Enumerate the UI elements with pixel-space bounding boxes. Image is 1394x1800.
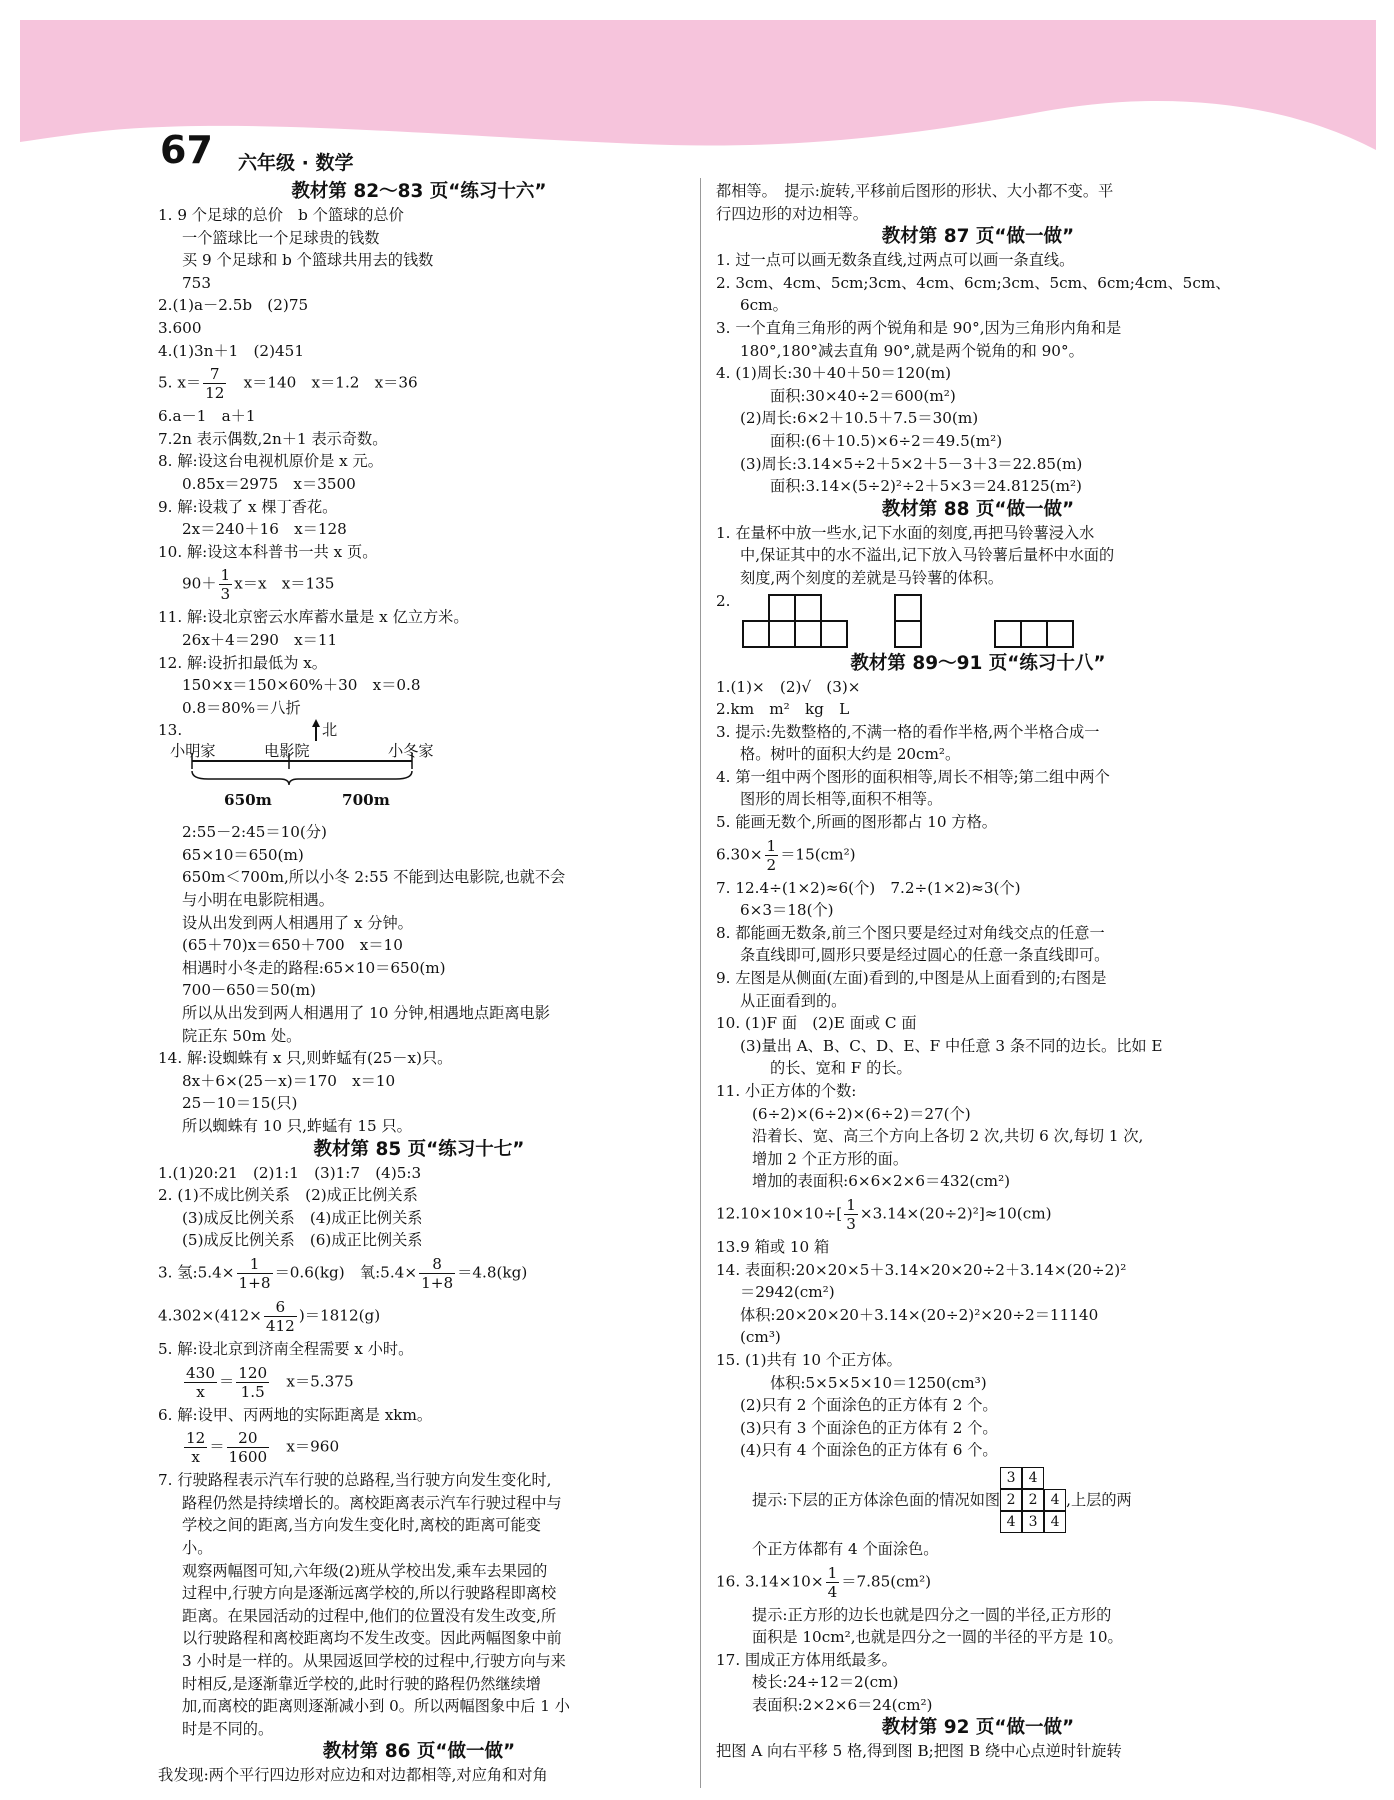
answer-line: 条直线即可,圆形只要是经过圆心的任意一条直线即可。 (740, 946, 1110, 965)
column-divider (700, 178, 701, 1788)
square-cell (894, 620, 922, 648)
grid-cell (1044, 1467, 1066, 1489)
answer-line: 700－650＝50(m) (182, 981, 316, 1000)
denominator: 1.5 (240, 1382, 265, 1401)
answer-line (158, 362, 680, 405)
answer-line: (3)周长:3.14×5÷2＋5×2＋5－3＋3＝22.85(m) (740, 454, 1083, 473)
answer-line: 面积:3.14×(5÷2)²÷2＋5×3＝24.8125(m²) (770, 477, 1082, 496)
answer-line: 过程中,行驶方向是逐渐远离学校的,所以行驶路程即离校 (182, 1584, 557, 1603)
answer-line: 13.9 箱或 10 箱 (716, 1237, 830, 1256)
answer-text: ＝15(cm²) (780, 845, 856, 864)
place-label: 电影院 (264, 742, 310, 761)
answer-line: (cm³) (740, 1328, 781, 1347)
answer-line: 14. 解:设蜘蛛有 x 只,则蚱蜢有(25－x)只。 (158, 1049, 453, 1068)
answer-line: (65＋70)x＝650＋700 x＝10 (182, 936, 403, 955)
answer-text: 5. x＝ (158, 373, 202, 392)
page-subject: 六年级 · 数学 (238, 152, 354, 174)
answer-line: 所以从出发到两人相遇用了 10 分钟,相遇地点距离电影 (182, 1004, 550, 1023)
distance-label: 650m (224, 791, 272, 810)
right-column (716, 180, 1240, 1763)
answer-line: 2.km m² kg L (716, 700, 850, 719)
square-cell (768, 594, 796, 622)
answer-line: 买 9 个足球和 b 个篮球共用去的钱数 (182, 251, 434, 270)
square-cell (794, 594, 822, 622)
numerator: 1 (766, 836, 777, 855)
answer-line: 加,而离校的距离则逐渐减小到 0。所以两幅图象中后 1 小 (182, 1697, 570, 1716)
answer-line: 150×x＝150×60%＋30 x＝0.8 (182, 676, 421, 695)
denominator: 3 (846, 1214, 856, 1233)
numerator: 1 (846, 1195, 856, 1214)
numerator: 1 (827, 1563, 838, 1582)
answer-line: 3.600 (158, 318, 202, 337)
answer-line: 个正方体都有 4 个面涂色。 (752, 1539, 939, 1558)
answer-line: 26x＋4＝290 x＝11 (182, 630, 338, 649)
banner-wave (20, 20, 1376, 170)
answer-line (716, 834, 1240, 877)
answer-text: 6.30× (716, 845, 763, 864)
answer-line: 面积是 10cm²,也就是四分之一圆的半径的平方是 10。 (752, 1628, 1123, 1647)
numerator: 6 (264, 1298, 297, 1317)
answer-line: 180°,180°减去直角 90°,就是两个锐角的和 90°。 (740, 341, 1084, 360)
answer-line: 6cm。 (740, 296, 788, 315)
answer-line: 2. (1)不成比例关系 (2)成正比例关系 (158, 1186, 418, 1205)
answer-line: (4)只有 4 个面涂色的正方体有 6 个。 (740, 1441, 998, 1460)
answer-line: 4.(1)3n＋1 (2)451 (158, 341, 304, 360)
answer-line: 与小明在电影院相遇。 (182, 891, 334, 910)
fraction (219, 566, 233, 603)
answer-line: 2:55－2:45＝10(分) (182, 823, 327, 842)
answer-line: 相遇时小冬走的路程:65×10＝650(m) (182, 958, 446, 977)
answer-line: 650m＜700m,所以小冬 2:55 不能到达电影院,也就不会 (182, 868, 566, 887)
answer-text: ＝4.8(kg) (457, 1263, 528, 1282)
answer-line: 4. (1)周长:30＋40＋50＝120(m) (716, 364, 952, 383)
answer-text: x＝5.375 (271, 1372, 354, 1391)
fraction (264, 1298, 297, 1335)
place-label: 小明家 (170, 742, 216, 761)
north-label: 北 (322, 721, 338, 740)
answer-line: 以行驶路程和离校距离均不发生改变。因此两幅图象中前 (182, 1629, 562, 1648)
answer-line: 小。 (182, 1538, 213, 1557)
answer-line (158, 1252, 680, 1295)
denominator: 1+8 (421, 1273, 454, 1292)
denominator: 12 (205, 384, 225, 403)
answer-line: 时是不同的。 (182, 1719, 274, 1738)
section-title: 教材第 85 页“练习十七” (313, 1138, 525, 1160)
answer-line: 8. 解:设这台电视机原价是 x 元。 (158, 452, 383, 471)
answer-line: 10. 解:设这本科普书一共 x 页。 (158, 542, 378, 561)
denominator: 4 (827, 1582, 838, 1601)
denominator: 1600 (228, 1448, 268, 1467)
answer-line: 17. 围成正方体用纸最多。 (716, 1650, 897, 1669)
numerator: 1 (237, 1255, 273, 1274)
route-diagram (158, 719, 680, 821)
section-title: 教材第 89～91 页“练习十八” (850, 652, 1106, 674)
section-title: 教材第 92 页“做一做” (881, 1717, 1075, 1739)
square-cell (794, 620, 822, 648)
answer-line: 2x＝240＋16 x＝128 (182, 520, 347, 539)
answer-line: 图形的周长相等,面积不相等。 (740, 790, 943, 809)
answer-line: 把图 A 向右平移 5 格,得到图 B;把图 B 绕中心点逆时针旋转 (716, 1742, 1122, 1761)
answer-text: ＝0.6(kg) 氧:5.4× (274, 1263, 418, 1282)
answer-line: 0.8＝80%＝八折 (182, 698, 301, 717)
place-label: 小冬家 (388, 742, 434, 761)
section-title: 教材第 82～83 页“练习十六” (291, 181, 547, 202)
fraction (844, 1196, 858, 1233)
answer-line: 面积:(6＋10.5)×6÷2＝49.5(m²) (770, 431, 1003, 450)
answer-line: 3 小时是一样的。从果园返回学校的过程中,行驶方向与来 (182, 1651, 566, 1670)
answer-line: (2)只有 2 个面涂色的正方体有 2 个。 (740, 1396, 998, 1415)
fraction (236, 1364, 269, 1401)
grid-cell: 4 (1022, 1467, 1044, 1489)
denominator: x (196, 1382, 205, 1401)
answer-line (158, 1295, 680, 1338)
answer-line: 11. 解:设北京密云水库蓄水量是 x 亿立方米。 (158, 608, 469, 627)
answer-line: 1.(1)× (2)√ (3)× (716, 677, 861, 696)
answer-line: 5. 能画无数个,所画的图形都占 10 方格。 (716, 813, 997, 832)
answer-line: 0.85x＝2975 x＝3500 (182, 474, 356, 493)
answer-line: 体积:20×20×20＋3.14×(20÷2)²×20÷2＝11140 (740, 1305, 1099, 1324)
answer-line: 1. 在量杯中放一些水,记下水面的刻度,再把马铃薯浸入水 (716, 523, 1095, 542)
section-title: 教材第 88 页“做一做” (881, 498, 1075, 520)
answer-text: )＝1812(g) (298, 1306, 381, 1325)
answer-line: 距离。在果园活动的过程中,他们的位置没有发生改变,所 (182, 1606, 557, 1625)
answer-line: ＝2942(cm²) (740, 1283, 835, 1302)
grid-cell: 4 (1044, 1489, 1066, 1511)
answer-text: ＝7.85(cm²) (841, 1572, 932, 1590)
square-cell (1046, 620, 1074, 648)
answer-line: 13. (158, 721, 183, 740)
answer-line (716, 1462, 1240, 1538)
answer-line: 1. 9 个足球的总价 b 个篮球的总价 (158, 206, 404, 224)
answer-line: 15. (1)共有 10 个正方体。 (716, 1350, 902, 1369)
square-cell (1020, 620, 1048, 648)
answer-line: 增加的表面积:6×6×2×6＝432(cm²) (752, 1172, 1011, 1191)
section-title: 教材第 87 页“做一做” (881, 226, 1075, 248)
answer-line: 7.2n 表示偶数,2n＋1 表示奇数。 (158, 429, 388, 448)
answer-line: 棱长:24÷12＝2(cm) (752, 1673, 899, 1692)
answer-text: ×3.14×(20÷2)²]≈10(cm) (859, 1204, 1052, 1223)
answer-text: ＝ (209, 1437, 225, 1456)
grid-cell: 2 (1000, 1489, 1022, 1511)
numerator: 12 (186, 1429, 206, 1448)
paint-count-grid (1000, 1467, 1066, 1533)
answer-line: 14. 表面积:20×20×5＋3.14×20×20÷2＋3.14×(20÷2)² (716, 1260, 1127, 1279)
answer-line: 8. 都能画无数条,前三个图只要是经过对角线交点的任意一 (716, 923, 1105, 942)
route-lines (168, 719, 468, 819)
answer-line: 中,保证其中的水不溢出,记下放入马铃薯后量杯中水面的 (740, 546, 1115, 565)
answer-text: ,上层的两 (1066, 1490, 1132, 1509)
answer-text: ＝ (219, 1372, 235, 1391)
answer-line: 学校之间的距离,当方向发生变化时,离校的距离可能变 (182, 1516, 541, 1535)
answer-text: 4.302×(412× (158, 1306, 262, 1325)
answer-line: 提示:正方形的边长也就是四分之一圆的半径,正方形的 (752, 1605, 1112, 1624)
answer-line: 一个篮球比一个足球贵的钱数 (182, 228, 380, 247)
numerator: 20 (227, 1429, 270, 1448)
fraction (826, 1564, 840, 1601)
section-title: 教材第 86 页“做一做” (322, 1741, 516, 1763)
answer-line: 2. 3cm、4cm、5cm;3cm、4cm、6cm;3cm、5cm、6cm;4cm、5cm、 (716, 273, 1231, 292)
square-cell (894, 594, 922, 622)
fraction (237, 1255, 273, 1292)
answer-line: 5. 解:设北京到济南全程需要 x 小时。 (158, 1339, 414, 1358)
answer-line: 11. 小正方体的个数: (716, 1082, 857, 1100)
answer-line: 1. 过一点可以画无数条直线,过两点可以画一条直线。 (716, 251, 1075, 270)
answer-line: 的长、宽和 F 的长。 (770, 1059, 912, 1078)
grid-cell: 2 (1022, 1489, 1044, 1511)
distance-label: 700m (342, 791, 390, 810)
fraction (419, 1255, 455, 1292)
answer-line: 9. 左图是从侧面(左面)看到的,中图是从上面看到的;右图是 (716, 969, 1107, 988)
answer-line: 格。树叶的面积大约是 20cm²。 (740, 745, 961, 764)
square-cell (994, 620, 1022, 648)
answer-line: 体积:5×5×5×10＝1250(cm³) (770, 1373, 987, 1392)
numerator: 1 (220, 566, 231, 585)
numerator: 430 (186, 1363, 215, 1382)
answer-line (158, 1426, 680, 1469)
fraction (227, 1429, 270, 1466)
grid-cell: 4 (1000, 1511, 1022, 1533)
answer-line: 6×3＝18(个) (740, 901, 834, 920)
numerator: 8 (419, 1255, 455, 1274)
answer-line: 2. (716, 591, 731, 610)
answer-line (716, 1193, 1240, 1236)
answer-line: (2)周长:6×2＋10.5＋7.5＝30(m) (740, 409, 979, 428)
answer-text: x＝x x＝135 (234, 574, 335, 593)
grid-cell: 3 (1000, 1467, 1022, 1489)
answer-text: 3. 氢:5.4× (158, 1263, 235, 1282)
answer-line: 都相等。 提示:旋转,平移前后图形的形状、大小都不变。平 (716, 182, 1114, 200)
square-cell (820, 620, 848, 648)
denominator: 1+8 (238, 1273, 271, 1292)
answer-text: x＝960 (271, 1437, 340, 1456)
answer-text: x＝140 x＝1.2 x＝36 (228, 373, 418, 392)
answer-line: 7. 12.4÷(1×2)≈6(个) 7.2÷(1×2)≈3(个) (716, 878, 1021, 897)
fraction (765, 837, 779, 874)
answer-line: 行四边形的对边相等。 (716, 204, 868, 223)
answer-line: (6÷2)×(6÷2)×(6÷2)＝27(个) (752, 1104, 971, 1123)
denominator: 412 (265, 1316, 295, 1335)
header-banner (20, 20, 1376, 170)
numerator: 120 (238, 1363, 268, 1382)
page-number: 67 (160, 128, 213, 172)
denominator: x (191, 1448, 200, 1467)
answer-line: 面积:30×40÷2＝600(m²) (770, 386, 956, 405)
answer-text: 16. 3.14×10× (716, 1572, 824, 1590)
answer-line: 2.(1)a－2.5b (2)75 (158, 296, 309, 315)
left-column (158, 180, 680, 1787)
answer-line (716, 1561, 1240, 1604)
answer-line: 3. 一个直角三角形的两个锐角和是 90°,因为三角形内角和是 (716, 318, 1122, 337)
answer-line: 所以蜘蛛有 10 只,蚱蜢有 15 只。 (182, 1117, 412, 1135)
answer-line: (3)只有 3 个面涂色的正方体有 2 个。 (740, 1418, 998, 1437)
answer-text: 90＋ (182, 574, 217, 593)
fraction (184, 1364, 217, 1401)
answer-line: 4. 第一组中两个图形的面积相等,周长不相等;第二组中两个 (716, 767, 1110, 786)
answer-line: 增加 2 个正方形的面。 (752, 1149, 909, 1168)
denominator: 2 (766, 855, 777, 874)
answer-line: 1.(1)20:21 (2)1:1 (3)1:7 (4)5:3 (158, 1163, 422, 1182)
answer-line: 沿着长、宽、高三个方向上各切 2 次,共切 6 次,每切 1 次, (752, 1127, 1144, 1146)
answer-line: 9. 解:设栽了 x 棵丁香花。 (158, 497, 338, 516)
answer-line (158, 1361, 680, 1404)
answer-line: 6.a－1 a＋1 (158, 407, 256, 426)
grid-cell: 4 (1044, 1511, 1066, 1533)
answer-line: 观察两幅图可知,六年级(2)班从学校出发,乘车去果园的 (182, 1561, 548, 1580)
answer-line: 我发现:两个平行四边形对应边和对边都相等,对应角和对角 (158, 1766, 548, 1785)
fraction (184, 1429, 207, 1466)
fraction (203, 365, 226, 402)
answer-line: 表面积:2×2×6＝24(cm²) (752, 1695, 933, 1714)
answer-line: 8x＋6×(25－x)＝170 x＝10 (182, 1071, 396, 1090)
answer-line: 院正东 50m 处。 (182, 1026, 302, 1045)
answer-line: (3)成反比例关系 (4)成正比例关系 (182, 1208, 423, 1227)
answer-line: 路程仍然是持续增长的。离校距离表示汽车行驶过程中与 (182, 1493, 562, 1512)
view-shapes (716, 590, 1240, 652)
answer-line: (3)量出 A、B、C、D、E、F 中任意 3 条不同的边长。比如 E (740, 1036, 1163, 1055)
denominator: 3 (220, 585, 231, 604)
answer-line: 7. 行驶路程表示汽车行驶的总路程,当行驶方向发生变化时, (158, 1471, 552, 1490)
answer-line: 3. 提示:先数整格的,不满一格的看作半格,两个半格合成一 (716, 722, 1100, 741)
answer-line (158, 563, 680, 606)
answer-line: 刻度,两个刻度的差就是马铃薯的体积。 (740, 568, 1004, 587)
square-cell (768, 620, 796, 648)
answer-text: 12.10×10×10÷[ (716, 1204, 843, 1223)
answer-line: 6. 解:设甲、丙两地的实际距离是 xkm。 (158, 1405, 433, 1424)
answer-line: 设从出发到两人相遇用了 x 分钟。 (182, 913, 413, 932)
answer-line: 753 (182, 273, 211, 292)
numerator: 7 (203, 365, 226, 384)
answer-line: 时相反,是逐渐靠近学校的,此时行驶的路程仍然继续增 (182, 1674, 541, 1693)
answer-text: 提示:下层的正方体涂色面的情况如图 (752, 1490, 1001, 1509)
answer-line: 12. 解:设折扣最低为 x。 (158, 653, 327, 672)
answer-line: 25－10＝15(只) (182, 1094, 298, 1113)
answer-line: 65×10＝650(m) (182, 845, 304, 864)
answer-line: 从正面看到的。 (740, 991, 847, 1010)
answer-line: 10. (1)F 面 (2)E 面或 C 面 (716, 1014, 917, 1033)
square-cell (742, 620, 770, 648)
answer-line: (5)成反比例关系 (6)成正比例关系 (182, 1231, 423, 1250)
grid-cell: 3 (1022, 1511, 1044, 1533)
